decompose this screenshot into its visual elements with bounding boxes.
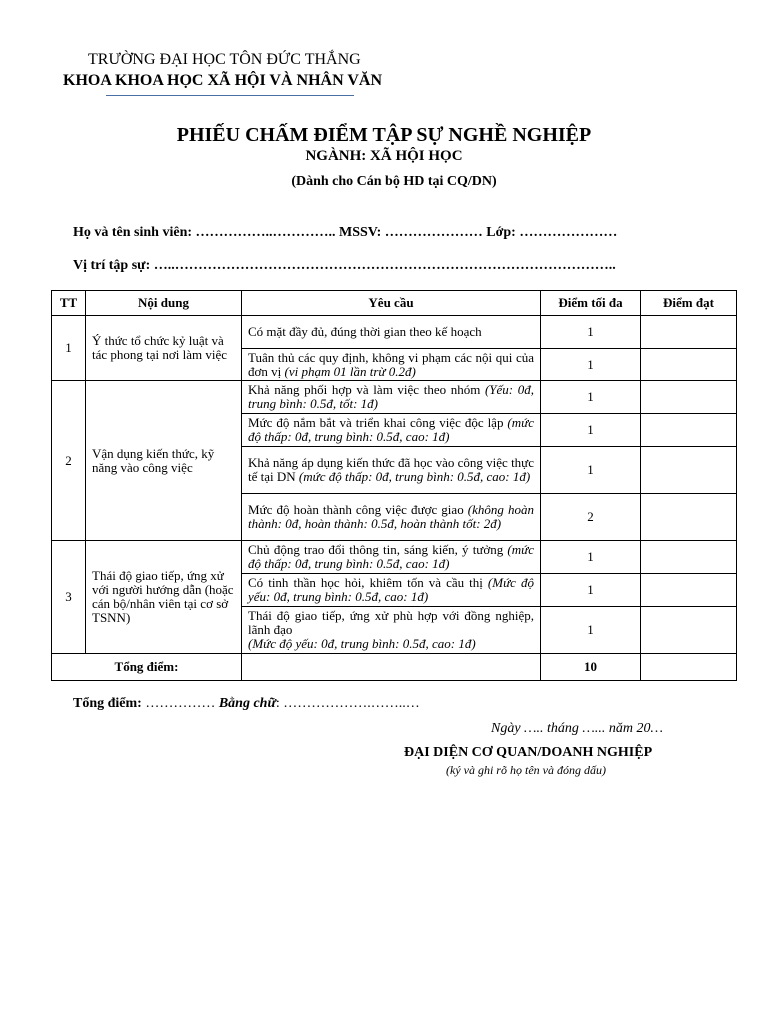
max-score-cell: 1: [541, 316, 641, 349]
table-row: [52, 541, 737, 574]
audience-note: (Dành cho Cán bộ HD tại CQ/DN): [291, 174, 497, 189]
achieved-score-cell[interactable]: [641, 541, 737, 574]
faculty-name: KHOA KHOA HỌC XÃ HỘI VÀ NHÂN VĂN: [63, 72, 382, 89]
max-score-cell: 1: [541, 607, 641, 654]
requirement-cell: Có tinh thần học hỏi, khiêm tốn và cầu thị (Mức độ yếu: 0đ, trung bình: 0.5đ, cao: 1đ): [242, 574, 541, 607]
header-divider: [106, 95, 354, 96]
group-number: 2: [52, 381, 86, 541]
table-row: [52, 381, 737, 414]
table-header-row: [52, 291, 737, 316]
group-content: Thái độ giao tiếp, ứng xử với người hướng dẫn (hoặc cán bộ/nhân viên tại cơ sở TSNN): [86, 541, 242, 654]
header-tt: TT: [52, 291, 86, 316]
requirement-cell: Chủ động trao đổi thông tin, sáng kiến, ý tưởng (mức độ thấp: 0đ, trung bình: 0.5đ, cao: 1đ): [242, 541, 541, 574]
total-row: [52, 654, 737, 681]
total-max-score: 10: [541, 654, 641, 681]
form-title: PHIẾU CHẤM ĐIỂM TẬP SỰ NGHỀ NGHIỆP: [176, 124, 592, 146]
date-line: Ngày ….. tháng …... năm 20…: [491, 721, 663, 736]
group-number: 3: [52, 541, 86, 654]
max-score-cell: 1: [541, 447, 641, 494]
requirement-cell: Tuân thủ các quy định, không vi phạm các nội qui của đơn vị (vi phạm 01 lần trừ 0.2đ): [242, 349, 541, 381]
total-score-dots: ……………: [141, 696, 219, 711]
max-score-cell: 1: [541, 381, 641, 414]
student-info-line: Họ và tên sinh viên: ……………..………….. MSSV: ………………… Lớp: …………………: [73, 225, 618, 240]
in-words-label: Bằng chữ: [218, 696, 276, 711]
max-score-cell: 2: [541, 494, 641, 541]
requirement-cell: Khả năng áp dụng kiến thức đã học vào công việc thực tế tại DN (mức độ thấp: 0đ, trung bình: 0.5đ, cao: 1đ): [242, 447, 541, 494]
table-row: [52, 316, 737, 349]
header-content: Nội dung: [86, 291, 242, 316]
max-score-cell: 1: [541, 541, 641, 574]
requirement-cell: Mức độ hoàn thành công việc được giao (không hoàn thành: 0đ, hoàn thành: 0.5đ, hoàn thành tốt: 2đ): [242, 494, 541, 541]
requirement-cell: Mức độ nắm bắt và triển khai công việc độc lập (mức độ thấp: 0đ, trung bình: 0.5đ, cao: 1đ): [242, 414, 541, 447]
max-score-cell: 1: [541, 414, 641, 447]
header-requirement: Yêu cầu: [242, 291, 541, 316]
representative-title: ĐẠI DIỆN CƠ QUAN/DOANH NGHIỆP: [404, 745, 653, 760]
max-score-cell: 1: [541, 349, 641, 381]
achieved-score-cell[interactable]: [641, 494, 737, 541]
total-achieved-score[interactable]: [641, 654, 737, 681]
achieved-score-cell[interactable]: [641, 349, 737, 381]
major-name: NGÀNH: XÃ HỘI HỌC: [305, 148, 463, 164]
max-score-cell: 1: [541, 574, 641, 607]
header-max-score: Điểm tối đa: [541, 291, 641, 316]
total-label: Tổng điểm:: [52, 654, 242, 681]
total-empty-cell: [242, 654, 541, 681]
achieved-score-cell[interactable]: [641, 607, 737, 654]
score-table: [51, 290, 737, 681]
achieved-score-cell[interactable]: [641, 381, 737, 414]
achieved-score-cell[interactable]: [641, 316, 737, 349]
group-number: 1: [52, 316, 86, 381]
requirement-cell: Có mặt đầy đủ, đúng thời gian theo kế hoạch: [242, 316, 541, 349]
total-score-line: [73, 696, 420, 712]
group-content: Ý thức tổ chức kỷ luật và tác phong tại nơi làm việc: [86, 316, 242, 381]
total-score-label: Tổng điểm:: [73, 696, 142, 711]
university-name: TRƯỜNG ĐẠI HỌC TÔN ĐỨC THẮNG: [88, 51, 361, 68]
achieved-score-cell[interactable]: [641, 447, 737, 494]
requirement-cell: Khả năng phối hợp và làm việc theo nhóm (Yếu: 0đ, trung bình: 0.5đ, tốt: 1đ): [242, 381, 541, 414]
in-words-dots: : ……………….……..…: [275, 696, 420, 711]
requirement-cell: Thái độ giao tiếp, ứng xử phù hợp với đồng nghiệp, lãnh đạo (Mức độ yếu: 0đ, trung bình: 0.5đ, cao: 1đ): [242, 607, 541, 654]
position-line: Vị trí tập sự: …..…………………………………………………………………………………..: [73, 258, 616, 273]
signature-note: (ký và ghi rõ họ tên và đóng dấu): [446, 763, 606, 777]
achieved-score-cell[interactable]: [641, 574, 737, 607]
header-achieved-score: Điểm đạt: [641, 291, 737, 316]
achieved-score-cell[interactable]: [641, 414, 737, 447]
group-content: Vận dụng kiến thức, kỹ năng vào công việc: [86, 381, 242, 541]
